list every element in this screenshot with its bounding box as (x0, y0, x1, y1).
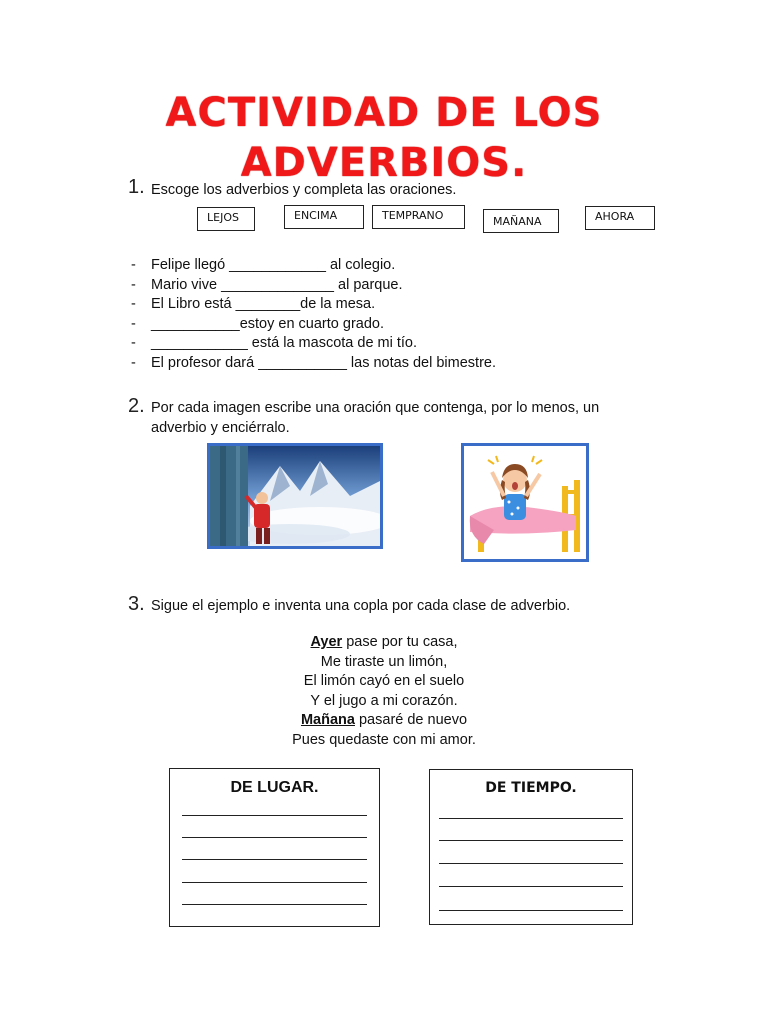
writing-line[interactable] (439, 910, 623, 911)
section-1-instruction: Escoge los adverbios y completa las oraciones. (151, 182, 457, 198)
girl-waking-up-image (461, 443, 589, 562)
sentence-item (131, 354, 496, 374)
title-line-1: ACTIVIDAD DE LOS (165, 90, 603, 136)
poem-line-4: Y el jugo a mi corazón. (310, 692, 458, 709)
list-bullet: - (131, 315, 136, 332)
word-box-temprano: TEMPRANO (372, 205, 465, 229)
page-title (0, 88, 768, 188)
section-3-number: 3. (128, 593, 145, 615)
list-bullet: - (131, 257, 136, 273)
panel-de-tiempo (429, 769, 633, 925)
writing-line[interactable] (439, 818, 623, 819)
word-box-ahora: AHORA (585, 206, 655, 230)
example-poem (0, 633, 768, 750)
writing-line[interactable] (182, 904, 367, 905)
sentence-text: El Libro está ________de la mesa. (151, 296, 376, 312)
poem-line-6: Pues quedaste con mi amor. (292, 731, 476, 748)
list-bullet: - (131, 276, 136, 293)
word-box-manana: MAÑANA (483, 209, 559, 233)
panel-title-lugar: DE LUGAR. (230, 779, 319, 796)
sentence-text: ___________estoy en cuarto grado. (151, 315, 384, 332)
word-box-lejos: LEJOS (197, 207, 255, 231)
list-bullet: - (131, 354, 136, 371)
mountain-climber-icon (210, 446, 380, 546)
section-2-number: 2. (128, 395, 145, 417)
poem-line-5 (0, 711, 768, 731)
section-2-instruction-line-1: Por cada imagen escribe una oración que contenga, por lo menos, un (151, 400, 600, 416)
section-2-instruction-line-2: adverbio y enciérralo. (151, 420, 290, 436)
sentence-list (131, 256, 496, 373)
writing-line[interactable] (182, 859, 367, 860)
writing-line[interactable] (439, 863, 623, 864)
writing-line[interactable] (439, 886, 623, 887)
sentence-item (131, 334, 496, 354)
sentence-text: Mario vive ______________ al parque. (151, 276, 403, 293)
poem-line-3: El limón cayó en el suelo (303, 673, 465, 689)
word-box-encima: ENCIMA (284, 205, 364, 229)
girl-waking-up-icon (464, 446, 586, 559)
poem-adverb-ayer: Ayer (310, 634, 343, 650)
section-3-instruction: Sigue el ejemplo e inventa una copla por cada clase de adverbio. (151, 598, 571, 614)
poem-line-1 (0, 633, 768, 653)
section-1-number: 1. (128, 176, 145, 198)
list-bullet: - (131, 296, 136, 312)
sentence-item (131, 276, 496, 296)
poem-line-2: Me tiraste un limón, (320, 653, 448, 670)
sentence-item (131, 295, 496, 315)
sentence-text: Felipe llegó ____________ al colegio. (151, 257, 396, 273)
panel-title-tiempo: DE TIEMPO. (485, 780, 577, 796)
writing-line[interactable] (439, 840, 623, 841)
title-line-2: ADVERBIOS. (240, 140, 528, 186)
sentence-text: El profesor dará ___________ las notas del bimestre. (151, 354, 496, 371)
mountain-climber-image (207, 443, 383, 549)
writing-line[interactable] (182, 882, 367, 883)
sentence-item (131, 256, 496, 276)
sentence-text: ____________ está la mascota de mi tío. (151, 335, 418, 351)
poem-line-1-rest: pase por tu casa, (342, 634, 458, 650)
poem-line-5-rest: pasaré de nuevo (354, 712, 468, 728)
poem-adverb-manana: Mañana (300, 712, 355, 728)
section-2-instruction (151, 398, 599, 438)
list-bullet: - (131, 335, 136, 351)
sentence-item (131, 315, 496, 335)
writing-line[interactable] (182, 815, 367, 816)
writing-line[interactable] (182, 837, 367, 838)
panel-de-lugar (169, 768, 380, 927)
